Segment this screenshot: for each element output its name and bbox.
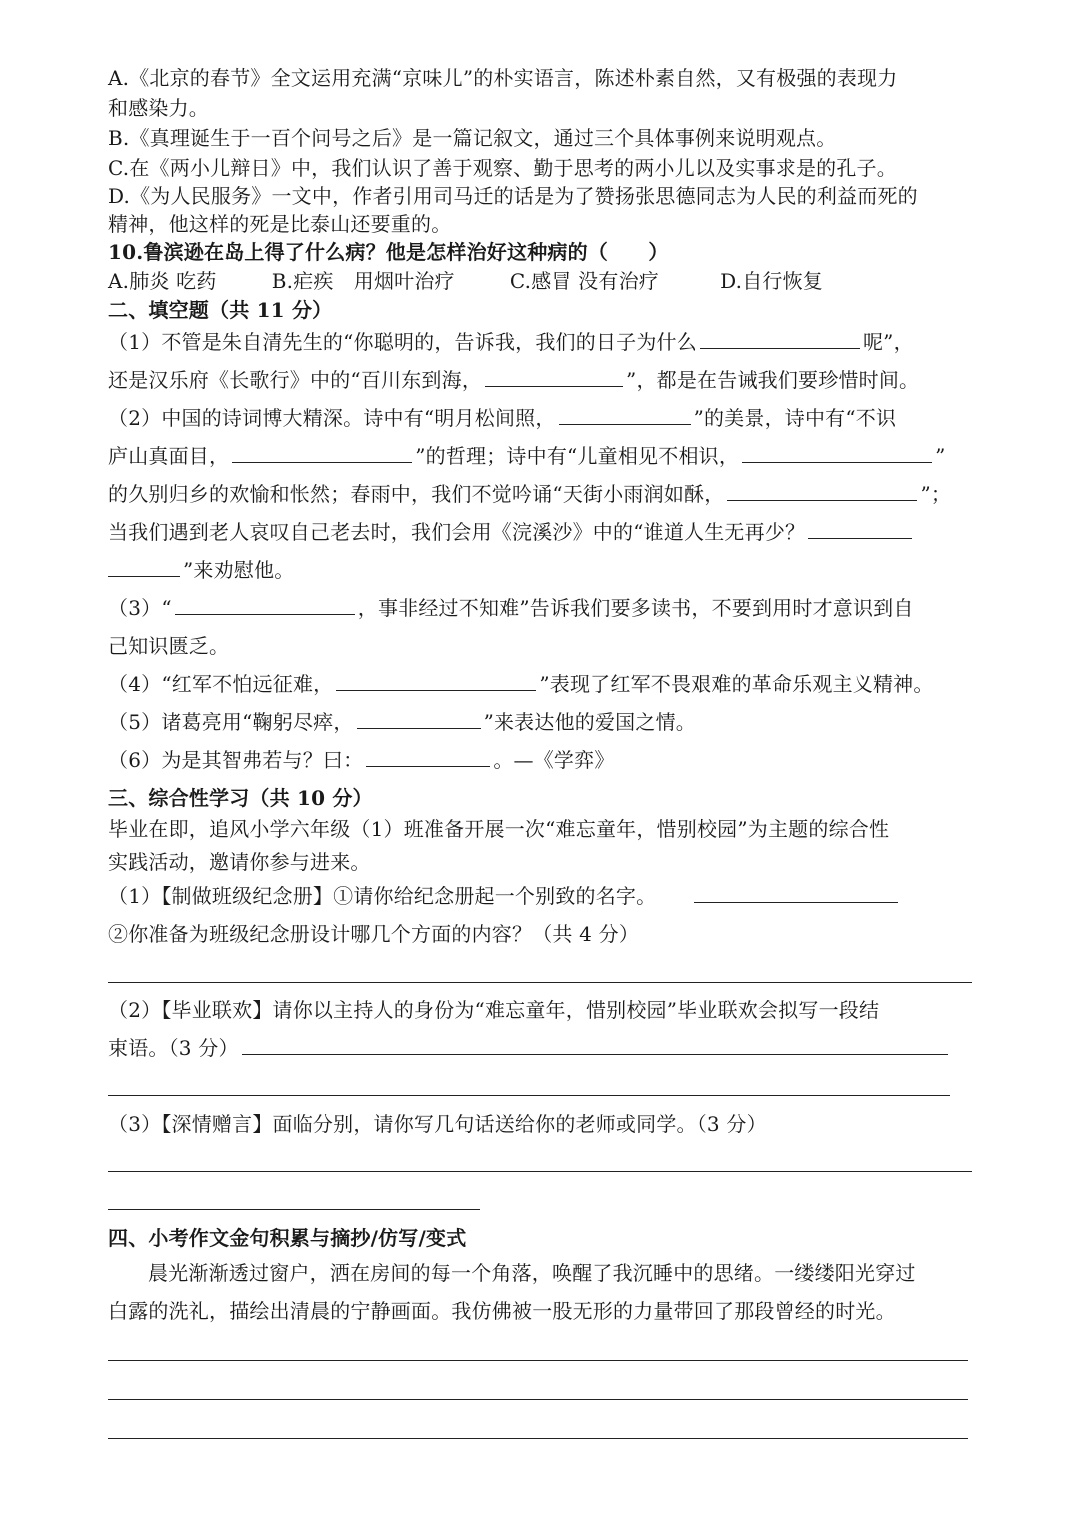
answer-blank[interactable] (485, 366, 623, 387)
fill-5-text-2: ”来表达他的爱国之情。 (483, 710, 696, 734)
section3-q1-text: （1）【制做班级纪念册】①请你给纪念册起一个别致的名字。 (108, 884, 657, 908)
answer-blank[interactable] (559, 404, 691, 425)
q10-option-b: B.疟疾 用烟叶治疗 (271, 269, 455, 293)
fill-1-text-end: 呢”， (862, 330, 914, 354)
q10-options (108, 267, 823, 295)
fill-3-text-2: ，事非经过不知难”告诉我们要多读书，不要到用时才意识到自 (357, 596, 914, 620)
section3-intro: 毕业在即，追风小学六年级（1）班准备开展一次“难忘童年，惜别校园”为主题的综合性 (108, 817, 890, 841)
fill-1-text-2: 还是汉乐府《长歌行》中的“百川东到海， (108, 368, 483, 392)
section3-title: 三、综合性学习（共 10 分） (108, 786, 373, 810)
fill-2-text-3: 庐山真面目， (108, 444, 230, 468)
fill-2-line4 (108, 518, 915, 546)
section3-q2-text: 束语。（3 分） (108, 1036, 239, 1060)
q9-option-d: D.《为人民服务》一文中，作者引用司马迁的话是为了赞扬张思德同志为人民的利益而死的 (108, 184, 918, 208)
fill-2-text-9: ”来劝慰他。 (183, 558, 295, 582)
fill-2-line5 (108, 556, 294, 584)
fill-4-text: （4）“红军不怕远征难， (108, 672, 334, 696)
answer-line[interactable] (108, 1438, 968, 1439)
section2-title: 二、填空题（共 11 分） (108, 298, 333, 322)
fill-1-line1 (108, 328, 914, 356)
fill-3-line2: 己知识匮乏。 (108, 634, 230, 658)
fill-2-line1 (108, 404, 896, 432)
fill-5-line (108, 708, 696, 736)
fill-4-line (108, 670, 934, 698)
fill-2-text-2: ”的美景，诗中有“不识 (693, 406, 897, 430)
section3-q1 (108, 882, 901, 910)
answer-line[interactable] (108, 1360, 968, 1361)
answer-blank[interactable] (366, 746, 490, 767)
q9-option-c: C.在《两小儿辩日》中，我们认识了善于观察、勤于思考的两小儿以及实事求是的孔子。 (108, 156, 897, 180)
fill-2-text-5: ” (935, 444, 946, 468)
fill-2-text-7: ”； (920, 482, 952, 506)
fill-2-text: （2）中国的诗词博大精深。诗中有“明月松间照， (108, 406, 556, 430)
fill-1-text-3: ”，都是在告诫我们要珍惜时间。 (626, 368, 920, 392)
answer-blank[interactable] (727, 480, 917, 501)
q10-question: 10.鲁滨逊在岛上得了什么病？他是怎样治好这种病的（ ） (108, 240, 669, 264)
section4-text: 晨光渐渐透过窗户，洒在房间的每一个角落，唤醒了我沉睡中的思绪。一缕缕阳光穿过 (148, 1261, 916, 1285)
fill-2-line3 (108, 480, 951, 508)
fill-2-text-6: 的久别归乡的欢愉和怅然；春雨中，我们不觉吟诵“天街小雨润如酥， (108, 482, 725, 506)
answer-blank[interactable] (108, 556, 180, 577)
fill-1-line2 (108, 366, 919, 394)
section3-intro-cont: 实践活动，邀请你参与进来。 (108, 850, 371, 874)
answer-line[interactable] (108, 1171, 972, 1172)
answer-blank[interactable] (700, 328, 860, 349)
answer-line[interactable] (108, 1209, 480, 1210)
album-name-blank[interactable] (694, 882, 898, 903)
answer-blank[interactable] (808, 518, 912, 539)
section4-title: 四、小考作文金句积累与摘抄/仿写/变式 (108, 1226, 467, 1250)
q9-option-d-cont: 精神，他这样的死是比泰山还要重的。 (108, 212, 452, 236)
fill-6-line (108, 746, 615, 774)
answer-blank[interactable] (175, 594, 355, 615)
fill-5-text: （5）诸葛亮用“鞠躬尽瘁， (108, 710, 354, 734)
fill-6-text: （6）为是其智弗若与？曰： (108, 748, 364, 772)
answer-line[interactable] (108, 982, 972, 983)
fill-2-text-4: ”的哲理；诗中有“儿童相见不相识， (415, 444, 740, 468)
answer-line[interactable] (108, 1095, 950, 1096)
section3-q2-cont (108, 1034, 951, 1062)
fill-6-text-2: 。—《学弈》 (493, 748, 615, 772)
answer-blank[interactable] (242, 1034, 948, 1055)
fill-2-text-8: 当我们遇到老人哀叹自己老去时，我们会用《浣溪沙》中的“谁道人生无再少？ (108, 520, 806, 544)
section3-q2: （2）【毕业联欢】请你以主持人的身份为“难忘童年，惜别校园”毕业联欢会拟写一段结 (108, 998, 880, 1022)
section4-text-cont: 白露的洗礼，描绘出清晨的宁静画面。我仿佛被一股无形的力量带回了那段曾经的时光。 (108, 1299, 896, 1323)
section3-q1-part2: ②你准备为班级纪念册设计哪几个方面的内容？（共 4 分） (108, 922, 640, 946)
fill-4-text-2: ”表现了红军不畏艰难的革命乐观主义精神。 (539, 672, 934, 696)
answer-line[interactable] (108, 1399, 968, 1400)
q9-option-a: A.《北京的春节》全文运用充满“京味儿”的朴实语言，陈述朴素自然，又有极强的表现力 (108, 66, 898, 90)
fill-1-text: （1）不管是朱自清先生的“你聪明的，告诉我，我们的日子为什么 (108, 330, 697, 354)
q10-option-d: D.自行恢复 (720, 269, 823, 293)
section3-q3: （3）【深情赠言】面临分别，请你写几句话送给你的老师或同学。（3 分） (108, 1112, 767, 1136)
answer-blank[interactable] (742, 442, 932, 463)
answer-blank[interactable] (357, 708, 481, 729)
fill-3-text: （3）“ (108, 596, 172, 620)
answer-blank[interactable] (232, 442, 412, 463)
q9-option-a-cont: 和感染力。 (108, 96, 209, 120)
q9-option-b: B.《真理诞生于一百个问号之后》是一篇记叙文，通过三个具体事例来说明观点。 (108, 126, 837, 150)
q10-option-a: A.肺炎 吃药 (108, 269, 217, 293)
q10-option-c: C.感冒 没有治疗 (509, 269, 659, 293)
answer-blank[interactable] (336, 670, 536, 691)
fill-2-line2 (108, 442, 946, 470)
fill-3-line1 (108, 594, 914, 622)
